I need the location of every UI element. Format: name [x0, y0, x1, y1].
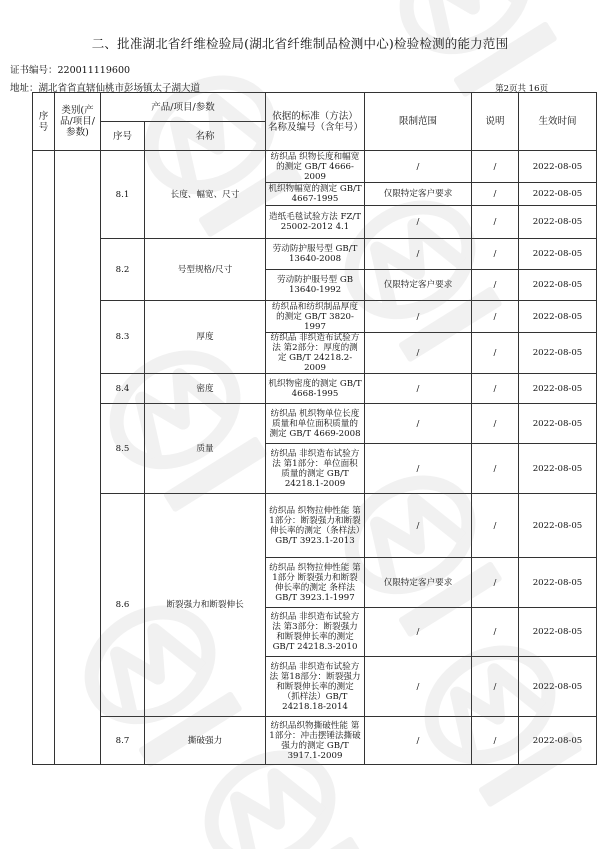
header-name: 名称	[145, 122, 266, 151]
standard-cell: 造纸毛毯试验方法 FZ/T 25002-2012 4.1	[266, 206, 365, 239]
date-cell: 2022-08-05	[519, 206, 597, 239]
date-cell: 2022-08-05	[519, 404, 597, 444]
header-date: 生效时间	[519, 93, 597, 151]
group-name: 密度	[145, 374, 266, 404]
standard-cell: 纺织品 机织物单位长度质量和单位面积质量的测定 GB/T 4669-2008	[266, 404, 365, 444]
group-name: 厚度	[145, 301, 266, 374]
group-number: 8.7	[101, 717, 145, 765]
limit-cell: /	[365, 301, 472, 333]
note-cell: /	[472, 183, 519, 206]
standard-cell: 劳动防护服号型 GB 13640-1992	[266, 270, 365, 301]
limit-cell: /	[365, 206, 472, 239]
note-cell: /	[472, 333, 519, 374]
note-cell: /	[472, 270, 519, 301]
note-cell: /	[472, 151, 519, 183]
capability-table	[32, 92, 597, 765]
table-row	[33, 717, 597, 765]
date-cell: 2022-08-05	[519, 608, 597, 657]
limit-cell: /	[365, 374, 472, 404]
limit-cell: /	[365, 444, 472, 494]
date-cell: 2022-08-05	[519, 301, 597, 333]
date-cell: 2022-08-05	[519, 558, 597, 608]
limit-cell: 仅限特定客户要求	[365, 183, 472, 206]
header-note: 说明	[472, 93, 519, 151]
date-cell: 2022-08-05	[519, 333, 597, 374]
standard-cell: 纺织品 织物拉伸性能 第1部分：断裂强力和断裂伸长率的测定（条样法）GB/T 3923.1-2013	[266, 494, 365, 558]
category-cell	[55, 151, 101, 765]
group-number: 8.3	[101, 301, 145, 374]
note-cell: /	[472, 404, 519, 444]
note-cell: /	[472, 494, 519, 558]
limit-cell: /	[365, 494, 472, 558]
certificate-number: 证书编号：220011119600	[10, 65, 131, 76]
header-sub-seq: 序号	[101, 122, 145, 151]
page-number: 第2页共 16页	[495, 84, 548, 94]
note-cell: /	[472, 374, 519, 404]
note-cell: /	[472, 301, 519, 333]
table-row	[33, 494, 597, 558]
table-row	[33, 404, 597, 444]
limit-cell: /	[365, 239, 472, 270]
document-title: 二、批准湖北省纤维检验局(湖北省纤维制品检测中心)检验检测的能力范围	[91, 36, 509, 51]
note-cell: /	[472, 608, 519, 657]
limit-cell: /	[365, 657, 472, 717]
header-standard: 依据的标准（方法）名称及编号（含年号）	[266, 93, 365, 151]
standard-cell: 纺织品织物撕破性能 第1部分：冲击摆锤法撕破强力的测定 GB/T 3917.1-2009	[266, 717, 365, 765]
limit-cell: /	[365, 404, 472, 444]
date-cell: 2022-08-05	[519, 444, 597, 494]
limit-cell: 仅限特定客户要求	[365, 558, 472, 608]
date-cell: 2022-08-05	[519, 657, 597, 717]
standard-cell: 纺织品 非织造布试验方法 第18部分：断裂强力和断裂伸长率的测定（抓样法）GB/T 24218.18-2014	[266, 657, 365, 717]
date-cell: 2022-08-05	[519, 151, 597, 183]
header-product: 产品/项目/参数	[101, 93, 266, 122]
group-number: 8.6	[101, 494, 145, 717]
header-category: 类别(产品/项目/参数)	[55, 93, 101, 151]
standard-cell: 纺织品 非织造布试验方法 第2部分：厚度的测定 GB/T 24218.2-2009	[266, 333, 365, 374]
date-cell: 2022-08-05	[519, 183, 597, 206]
group-name: 质量	[145, 404, 266, 494]
note-cell: /	[472, 558, 519, 608]
header-seq: 序号	[33, 93, 55, 151]
standard-cell: 纺织品 织物长度和幅宽的测定 GB/T 4666-2009	[266, 151, 365, 183]
group-name: 撕破强力	[145, 717, 266, 765]
limit-cell: /	[365, 717, 472, 765]
group-name: 长度、幅宽、尺寸	[145, 151, 266, 239]
standard-cell: 纺织品 非织造布试验方法 第1部分：单位面积质量的测定 GB/T 24218.1-2009	[266, 444, 365, 494]
note-cell: /	[472, 239, 519, 270]
table-row	[33, 151, 597, 183]
standard-cell: 机织物幅宽的测定 GB/T 4667-1995	[266, 183, 365, 206]
table-row	[33, 374, 597, 404]
address-line: 地址：湖北省省直辖仙桃市彭场镇太子湖大道	[10, 83, 201, 94]
group-name: 号型规格/尺寸	[145, 239, 266, 301]
group-number: 8.4	[101, 374, 145, 404]
date-cell: 2022-08-05	[519, 494, 597, 558]
standard-cell: 机织物密度的测定 GB/T 4668-1995	[266, 374, 365, 404]
note-cell: /	[472, 657, 519, 717]
standard-cell: 劳动防护服号型 GB/T 13640-2008	[266, 239, 365, 270]
note-cell: /	[472, 206, 519, 239]
date-cell: 2022-08-05	[519, 270, 597, 301]
note-cell: /	[472, 444, 519, 494]
standard-cell: 纺织品 非织造布试验方法 第3部分：断裂强力和断裂伸长率的测定 GB/T 24218.3-2010	[266, 608, 365, 657]
date-cell: 2022-08-05	[519, 239, 597, 270]
group-number: 8.1	[101, 151, 145, 239]
limit-cell: /	[365, 608, 472, 657]
table-row	[33, 239, 597, 270]
group-number: 8.2	[101, 239, 145, 301]
date-cell: 2022-08-05	[519, 717, 597, 765]
limit-cell: /	[365, 333, 472, 374]
standard-cell: 纺织品和纺织制品厚度的测定 GB/T 3820-1997	[266, 301, 365, 333]
seq-cell	[33, 151, 55, 765]
limit-cell: /	[365, 151, 472, 183]
note-cell: /	[472, 717, 519, 765]
group-name: 断裂强力和断裂伸长	[145, 494, 266, 717]
group-number: 8.5	[101, 404, 145, 494]
header-limit: 限制范围	[365, 93, 472, 151]
standard-cell: 纺织品 织物拉伸性能 第1部分 断裂强力和断裂伸长率的测定 条样法 GB/T 3923.1-1997	[266, 558, 365, 608]
table-row	[33, 301, 597, 333]
date-cell: 2022-08-05	[519, 374, 597, 404]
limit-cell: 仅限特定客户要求	[365, 270, 472, 301]
